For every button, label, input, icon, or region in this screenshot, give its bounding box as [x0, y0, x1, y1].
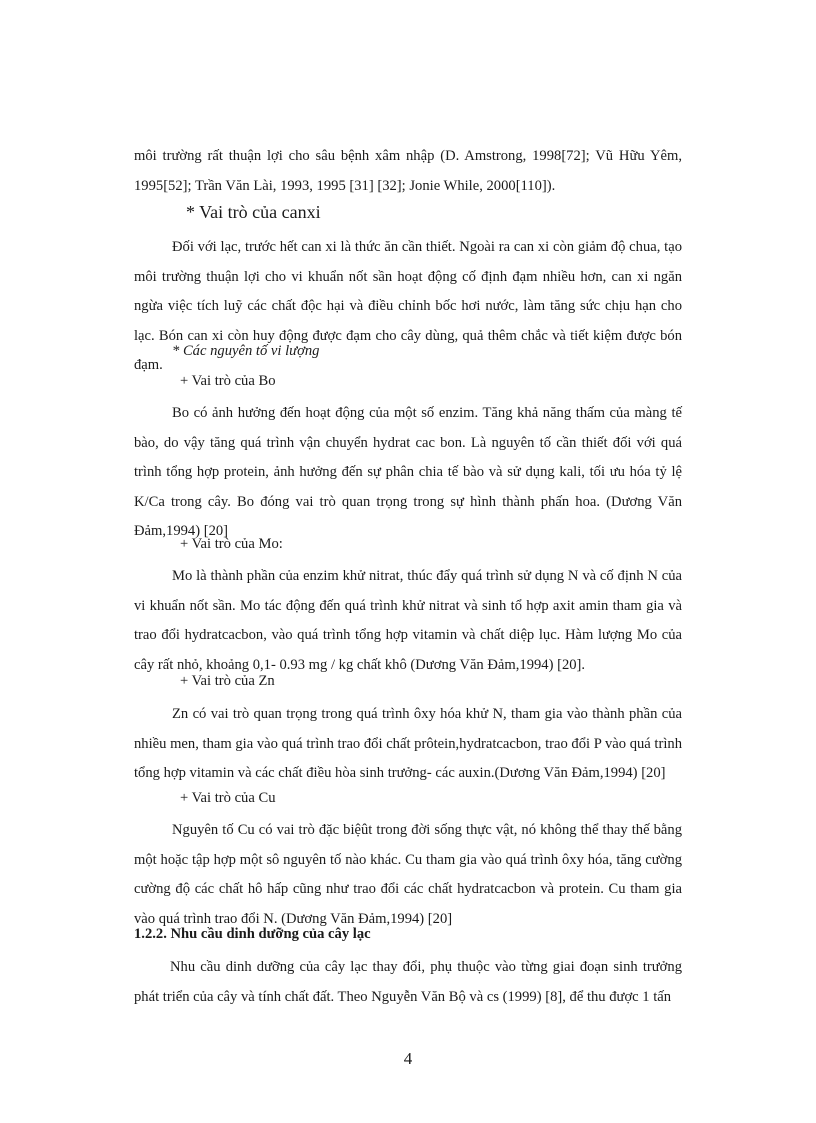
subheading-bo: + Vai trò của Bo: [180, 373, 276, 389]
subheading-cu: + Vai trò của Cu: [180, 790, 276, 806]
paragraph-canxi: Đối với lạc, trước hết can xi là thức ăn cần thiết. Ngoài ra can xi còn giảm độ chua, tạo môi trường thuận lợi cho vi khuẩn nốt sần hoạt động cố định đạm nhiều hơn, can xi ngăn ngừa việc tích luỹ các chất độc hại và điều chỉnh bốc hơi nước, làm tăng sức chịu hạn cho lạc. Bón can xi còn huy động được đạm cho cây dùng, quả thêm chắc và tiết kiệm được bón đạm.: [134, 239, 682, 374]
paragraph-cu: Nguyên tố Cu có vai trò đặc biệût trong đời sống thực vật, nó không thể thay thế bằng một hoặc tập hợp một sô nguyên tố nào khác. Cu tham gia vào quá trình ôxy hóa, tăng cường cường độ các chất hô hấp cũng như trao đổi các chất hydratcacbon và protein. Cu tham gia vào quá trình trao đổi N. (Dương Văn Đảm,1994) [20]: [134, 822, 682, 927]
heading-vi-luong: * Các nguyên tố vi lượng: [172, 343, 320, 359]
paragraph-bo: Bo có ảnh hưởng đến hoạt động của một số enzim. Tăng khả năng thấm của màng tế bào, do vậy tăng quá trình vận chuyển hydrat cac bon. Là nguyên tố cần thiết đối với quá trình tổng hợp protein, ảnh hưởng đến sự phân chia tế bào và sử dụng kali, tối ưu hóa tỷ lệ K/Ca trong cây. Bo đóng vai trò quan trọng trong sự hình thành phấn hoa. (Dương Văn Đảm,1994) [20]: [134, 405, 682, 540]
paragraph-nhu-cau: Nhu cầu dinh dưỡng của cây lạc thay đổi, phụ thuộc vào từng giai đoạn sinh trưởng phát triển của cây và tính chất đất. Theo Nguyễn Văn Bộ và cs (1999) [8], để thu được 1 tấn: [134, 959, 682, 1005]
subheading-mo: + Vai trò của Mo:: [180, 536, 283, 552]
subheading-zn: + Vai trò của Zn: [180, 673, 275, 689]
paragraph-mo: Mo là thành phần của enzim khử nitrat, thúc đẩy quá trình sử dụng N và cố định N của vi khuẩn nốt sần. Mo tác động đến quá trình khử nitrat và sinh tổ hợp axit amin tham gia và trao đổi hydratcacbon, vào quá trình tổng hợp vitamin và chất diệp lục. Hàm lượng Mo của cây rất nhỏ, khoảng 0,1- 0.93 mg / kg chất khô (Dương Văn Đảm,1994) [20].: [134, 568, 682, 673]
section-heading: 1.2.2. Nhu cầu dinh dưỡng của cây lạc: [134, 926, 371, 942]
paragraph-intro: môi trường rất thuận lợi cho sâu bệnh xâm nhập (D. Amstrong, 1998[72]; Vũ Hữu Yêm, 1995[52]; Trần Văn Lài, 1993, 1995 [31] [32]; Jonie While, 2000[110]).: [134, 148, 682, 194]
heading-canxi: * Vai trò của canxi: [186, 202, 321, 222]
page-number: 4: [403, 1049, 413, 1068]
paragraph-zn: Zn có vai trò quan trọng trong quá trình ôxy hóa khử N, tham gia vào thành phần của nhiều men, tham gia vào quá trình trao đổi chất prôtein,hydratcacbon, trao đổi P vào quá trình tổng hợp vitamin và các chất điều hòa sinh trưởng- các auxin.(Dương Văn Đảm,1994) [20]: [134, 706, 682, 782]
